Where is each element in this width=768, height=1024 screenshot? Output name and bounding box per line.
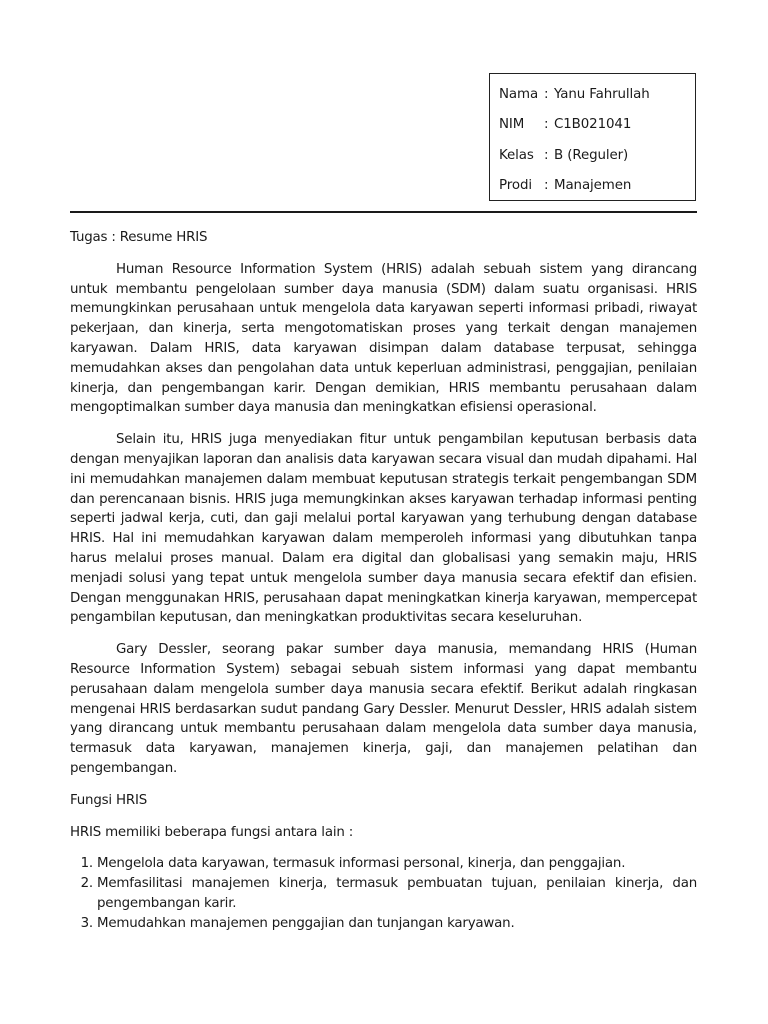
document-body xyxy=(70,228,697,934)
paragraph-hris-definition: Human Resource Information System (HRIS) adalah sebuah sistem yang dirancang untuk membantu pengelolaan sumber daya manusia (SDM) dalam suatu organisasi. HRIS memungkinkan perusahaan untuk mengelola data karyawan seperti informasi pribadi, riwayat pekerjaan, dan kinerja, serta mengotomatiskan proses yang terkait dengan manajemen karyawan. Dalam HRIS, data karyawan disimpan dalam database terpusat, sehingga memudahkan akses dan pengolahan data untuk keperluan administrasi, penggajian, penilaian kinerja, dan pengembangan karir. Dengan demikian, HRIS membantu perusahaan dalam mengoptimalkan sumber daya manusia dan meningkatkan efisiensi operasional. xyxy=(70,261,697,416)
name-value: Yanu Fahrullah xyxy=(554,86,650,102)
student-prodi-row xyxy=(499,171,695,202)
task-title: Tugas : Resume HRIS xyxy=(70,230,208,245)
list-item: 3. Memudahkan manajemen penggajian dan tunjangan karyawan. xyxy=(97,914,697,934)
student-name-row xyxy=(499,79,695,110)
paragraph-hris-features: Selain itu, HRIS juga menyediakan fitur untuk pengambilan keputusan berbasis data dengan menyajikan laporan dan analisis data karyawan secara visual dan mudah dipahami. Hal ini memudahkan manajemen dalam membuat keputusan strategis terkait pengembangan SDM dan perencanaan bisnis. HRIS juga memungkinkan akses karyawan terhadap informasi penting seperti jadwal kerja, cuti, dan gaji melalui portal karyawan yang terhubung dengan database HRIS. Hal ini memudahkan karyawan dalam memperoleh informasi yang dibutuhkan tanpa harus melalui proses manual. Dalam era digital dan globalisasi yang semakin maju, HRIS menjadi solusi yang tepat untuk mengelola sumber daya manusia secara efektif dan efisien. Dengan menggunakan HRIS, perusahaan dapat meningkatkan kinerja karyawan, mempercepat pengambilan keputusan, dan meningkatkan produktivitas secara keseluruhan. xyxy=(70,432,697,626)
functions-list xyxy=(70,854,697,933)
student-info-box xyxy=(489,73,696,201)
class-label: Kelas xyxy=(499,147,534,163)
nim-label: NIM xyxy=(499,117,525,133)
student-nim-row xyxy=(499,110,695,141)
list-item: 2. Memfasilitasi manajemen kinerja, termasuk pembuatan tujuan, penilaian kinerja, dan pengembangan karir. xyxy=(97,874,697,914)
horizontal-divider xyxy=(70,211,697,213)
nim-separator: : xyxy=(544,117,549,133)
nim-value: C1B021041 xyxy=(554,117,632,133)
name-label: Nama xyxy=(499,86,539,102)
list-item: 1. Mengelola data karyawan, termasuk informasi personal, kinerja, dan penggajian. xyxy=(97,854,697,874)
prodi-value: Manajemen xyxy=(554,178,632,194)
paragraph-dessler-view: Gary Dessler, seorang pakar sumber daya manusia, memandang HRIS (Human Resource Information System) sebagai sebuah sistem informasi yang dapat membantu perusahaan dalam mengelola sumber daya manusia secara efektif. Berikut adalah ringkasan mengenai HRIS berdasarkan sudut pandang Gary Dessler. Menurut Dessler, HRIS adalah sistem yang dirancang untuk membantu perusahaan dalam mengelola data sumber daya manusia, termasuk data karyawan, manajemen kinerja, gaji, dan manajemen pelatihan dan pengembangan. xyxy=(70,642,697,776)
list-intro: HRIS memiliki beberapa fungsi antara lain : xyxy=(70,824,354,840)
name-separator: : xyxy=(544,86,549,102)
class-value: B (Reguler) xyxy=(554,147,629,163)
student-class-row xyxy=(499,140,695,171)
prodi-separator: : xyxy=(544,178,549,194)
section-heading: Fungsi HRIS xyxy=(70,792,148,808)
class-separator: : xyxy=(544,147,549,163)
prodi-label: Prodi xyxy=(499,178,532,194)
